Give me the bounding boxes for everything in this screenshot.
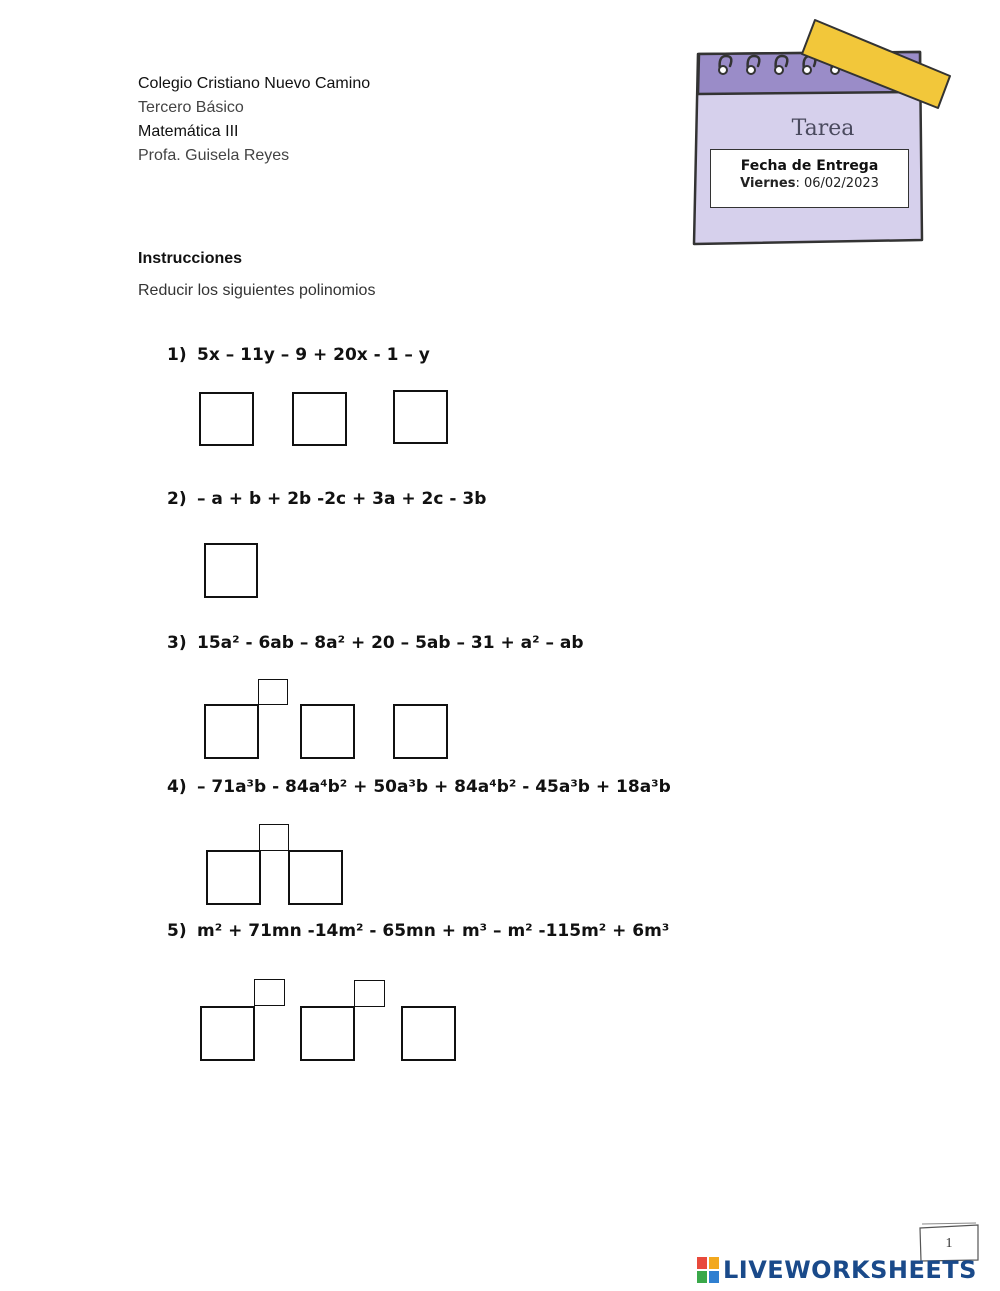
- answer-box[interactable]: [393, 704, 448, 759]
- due-day: Viernes: [740, 176, 796, 191]
- problem-1: [167, 345, 430, 365]
- subject-label: Matemática III: [138, 123, 239, 140]
- exponent-box[interactable]: [259, 824, 289, 851]
- answer-box[interactable]: [204, 704, 259, 759]
- logo-mark-icon: [697, 1257, 719, 1283]
- header-block: [138, 72, 370, 168]
- answer-box[interactable]: [288, 850, 343, 905]
- due-date-box: [710, 149, 909, 208]
- grade-label: Tercero Básico: [138, 99, 244, 116]
- answer-box[interactable]: [200, 1006, 255, 1061]
- answer-box[interactable]: [300, 704, 355, 759]
- problem-5: [167, 921, 669, 941]
- answer-box[interactable]: [393, 390, 448, 444]
- answer-box[interactable]: [300, 1006, 355, 1061]
- problem-expression: 15a² - 6ab – 8a² + 20 – 5ab – 31 + a² – ab: [197, 633, 584, 653]
- instructions-text: Reducir los siguientes polinomios: [138, 282, 376, 299]
- liveworksheets-logo[interactable]: [697, 1255, 977, 1285]
- exponent-box[interactable]: [258, 679, 288, 705]
- answer-box[interactable]: [204, 543, 258, 598]
- problem-number: 4): [167, 777, 187, 797]
- exponent-box[interactable]: [354, 980, 385, 1007]
- due-date-line: [711, 176, 908, 191]
- exponent-box[interactable]: [254, 979, 285, 1006]
- problem-number: 3): [167, 633, 187, 653]
- problem-expression: – a + b + 2b -2c + 3a + 2c - 3b: [197, 489, 487, 509]
- problem-3: [167, 633, 584, 653]
- problem-4: [167, 777, 671, 797]
- problem-number: 5): [167, 921, 187, 941]
- brand-name: LIVEWORKSHEETS: [723, 1256, 977, 1284]
- due-date-title: Fecha de Entrega: [740, 158, 879, 174]
- problem-expression: 5x – 11y – 9 + 20x - 1 – y: [197, 345, 430, 365]
- answer-box[interactable]: [401, 1006, 456, 1061]
- problem-number: 2): [167, 489, 187, 509]
- answer-box[interactable]: [292, 392, 347, 446]
- problem-expression: – 71a³b - 84a⁴b² + 50a³b + 84a⁴b² - 45a³b + 18a³b: [197, 777, 671, 797]
- homework-card: [690, 18, 955, 250]
- answer-box[interactable]: [206, 850, 261, 905]
- page-number: 1: [945, 1236, 953, 1251]
- due-date-value: : 06/02/2023: [795, 176, 879, 191]
- problem-number: 1): [167, 345, 187, 365]
- problem-2: [167, 489, 486, 509]
- answer-box[interactable]: [199, 392, 254, 446]
- school-name: Colegio Cristiano Nuevo Camino: [138, 75, 371, 92]
- card-title: Tarea: [791, 116, 855, 141]
- problem-expression: m² + 71mn -14m² - 65mn + m³ – m² -115m² + 6m³: [197, 921, 670, 941]
- teacher-label: Profa. Guisela Reyes: [138, 147, 290, 164]
- instructions-title: Instrucciones: [138, 250, 243, 267]
